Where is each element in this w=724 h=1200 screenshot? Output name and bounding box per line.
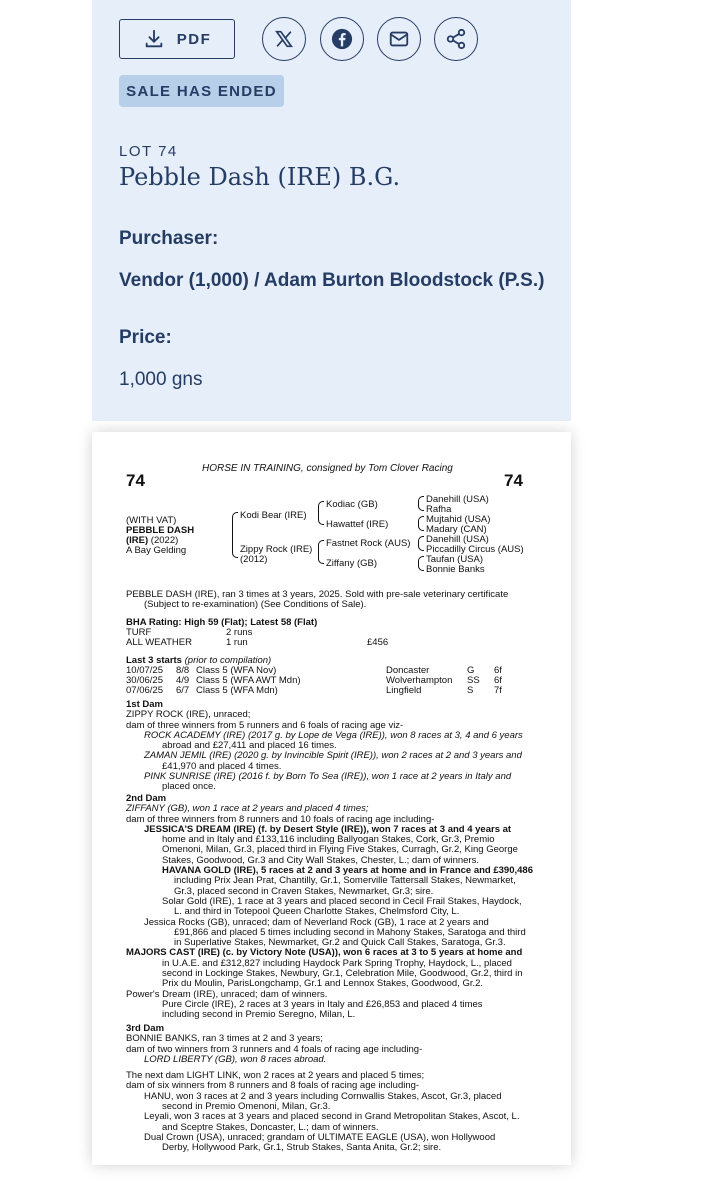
start-course: Wolverhampton [386,675,453,686]
aw-label: ALL WEATHER [126,637,192,648]
purchaser-value: Vendor (1,000) / Adam Burton Bloodstock (P.S.) [119,270,545,291]
bha-rating: BHA Rating: High 59 (Flat); Latest 58 (Flat) [126,617,318,628]
x-icon [273,28,295,50]
gg-4: Madary (CAN) [426,524,487,535]
gg-7: Taufan (USA) [426,554,484,565]
email-icon [388,28,410,50]
aw-prize: £456 [367,637,389,648]
gg-8: Bonnie Banks [426,564,485,575]
gg-5: Danehill (USA) [426,534,489,545]
lot-info-panel [92,0,571,421]
first-dam-section: 1st Dam ZIPPY ROCK (IRE), unraced; dam of three winners from 5 runners and 6 foals of racing age viz- ROCK ACADEMY (IRE) (2017 g. by Lope de Vega (IRE)), won 8 races at 3, 4 and 6 years abroad and £27,411 and placed 16 times. ZAMAN JEMIL (IRE) (2020 g. by Invincible Spirit (IRE)), won 2 races at 2 and 3 years and £41,970 and placed 4 times. PINK SUNRISE (IRE) (2016 f. by Born To Sea (IRE)), won 1 race at 2 years in Italy and placed once. [126,699,523,793]
gg-2: Rafha [426,504,452,515]
last-starts-title: Last 3 starts (prior to compilation) [126,655,272,666]
sire-dam: Hawattef (IRE) [326,519,389,530]
brace [418,536,424,551]
sire: Kodi Bear (IRE) [240,510,307,521]
brace [418,496,424,511]
brace [418,556,424,571]
start-pos: 4/9 [176,675,190,686]
catalogue-lot-left: 74 [126,471,145,490]
dam-sire: Fastnet Rock (AUS) [326,538,411,549]
gg-1: Danehill (USA) [426,494,489,505]
share-x-button[interactable] [262,17,306,61]
catalogue-page [92,432,571,1165]
dam: Zippy Rock (IRE) [240,544,313,555]
horse-description: A Bay Gelding [126,545,187,556]
sire-sire: Kodiac (GB) [326,499,378,510]
start-row: 10/07/25 [126,665,163,676]
start-course: Doncaster [386,665,430,676]
horse-name: PEBBLE DASH [126,525,195,536]
purchaser-label: Purchaser: [119,228,219,249]
gg-6: Piccadilly Circus (AUS) [426,544,524,555]
start-race: Class 5 (WFA Nov) [196,665,277,676]
pdf-button[interactable] [119,19,235,59]
start-course: Lingfield [386,685,422,696]
dam-dam: Ziffany (GB) [326,558,378,569]
turf-runs: 2 runs [226,627,253,638]
catalogue-lot-right: 74 [504,471,523,490]
price-label: Price: [119,327,172,348]
start-dist: 6f [494,665,502,676]
second-dam-section: 2nd Dam ZIFFANY (GB), won 1 race at 2 years and placed 4 times; dam of three winners from 8 runners and 10 foals of racing age including- JESSICA'S DREAM (IRE) (f. by Desert Style (IRE)), won 7 races at 3 and 4 years at home and in Italy and £133,116 including Ballyogan Stakes, Cork, Gr.3, Premio Omenoni, Milan, Gr.3, placed third in Flying Five Stakes, Curragh, Gr.2, King George Stakes, Goodwood, Gr.3 and City Wall Stakes, Chester, L.; dam of winners. HAVANA GOLD (IRE), 5 races at 2 and 3 years at home and in France and £390,486 including Prix Jean Prat, Chantilly, Gr.1, Somerville Tattersall Stakes, Newmarket, Gr.3, placed second in Craven Stakes, Newmarket, Gr.3; sire. Solar Gold (IRE), 1 race at 3 years and placed second in Cecil Frail Stakes, Haydock, L. and third in Totepool Queen Charlotte Stakes, Chelmsford City, L. Jessica Rocks (GB), unraced; dam of Neverland Rock (GB), 1 race at 2 years and £91,866 and placed 5 times including second in Mahony Stakes, Saratoga and third in Superlative Stakes, Newmarket, Gr.2 and Quick Call Stakes, Saratoga, Gr.3. MAJORS CAST (IRE) (c. by Victory Note (USA)), won 6 races at 3 to 5 years at home and in U.A.E. and £312,827 including Haydock Park Spring Trophy, Haydock, L., placed second in Lockinge Stakes, Newbury, Gr.1, Celebration Mile, Goodwood, Gr.2, third in Prix du Moulin, ParisLongchamp, Gr.1 and Lennox Stakes, Goodwood, Gr.2. Power's Dream (IRE), unraced; dam of winners. Pure Circle (IRE), 2 races at 3 years in Italy and £26,853 and placed 4 times including second in Premio Seregno, Milan, L. [126,793,533,1021]
pdf-label: PDF [176,30,212,48]
lot-number: LOT 74 [119,143,178,160]
start-going: S [467,685,474,696]
lot-title: Pebble Dash (IRE) B.G. [119,163,401,191]
start-row: 30/06/25 [126,675,163,686]
start-dist: 7f [494,685,502,696]
facebook-icon [331,28,353,50]
start-race: Class 5 (WFA Mdn) [196,685,278,696]
aw-runs: 1 run [226,637,248,648]
start-row: 07/06/25 [126,685,163,696]
share-email-button[interactable] [377,17,421,61]
vat-note: (WITH VAT) [126,515,177,526]
start-race: Class 5 (WFA AWT Mdn) [196,675,301,686]
dam-year: (2012) [240,554,268,565]
brace [318,540,324,564]
download-icon [143,28,165,50]
share-facebook-button[interactable] [320,17,364,61]
brace [232,512,238,558]
price-value: 1,000 gns [119,369,203,390]
status-badge: SALE HAS ENDED [119,75,284,107]
start-going: SS [467,675,480,686]
share-link-button[interactable] [434,17,478,61]
summary: PEBBLE DASH (IRE), ran 3 times at 3 years, 2025. Sold with pre-sale veterinary certificate (Subject to re-examination) (See Conditions of Sale). [126,589,509,611]
turf-label: TURF [126,627,152,638]
gg-3: Mujtahid (USA) [426,514,491,525]
third-dam-section: 3rd Dam BONNIE BANKS, ran 3 times at 2 and 3 years; dam of two winners from 3 runners and 4 foals of racing age including- LORD LIBERTY (GB), won 8 races abroad. The next dam LIGHT LINK, won 2 races at 2 years and placed 5 times; dam of six winners from 8 runners and 8 foals of racing age including- HANU, won 3 races at 2 and 3 years including Cornwallis Stakes, Ascot, Gr.3, placed second in Premio Omenoni, Milan, Gr.3. Leyali, won 3 races at 3 years and placed second in Grand Metropolitan Stakes, Ascot, L. and Sceptre Stakes, Doncaster, L.; dam of winners. Dual Crown (USA), unraced; grandam of ULTIMATE EAGLE (USA), won Hollywood Derby, Hollywood Park, Gr.1, Strub Stakes, Santa Anita, Gr.2; sire. [126,1023,520,1154]
start-going: G [467,665,475,676]
brace [418,516,424,531]
start-pos: 8/8 [176,665,190,676]
horse-name-line2: (IRE) (2022) [126,535,179,546]
brace [318,501,324,525]
share-icon [445,28,467,50]
start-pos: 6/7 [176,685,190,696]
catalogue-header: HORSE IN TRAINING, consigned by Tom Clover Racing [202,463,453,474]
start-dist: 6f [494,675,502,686]
